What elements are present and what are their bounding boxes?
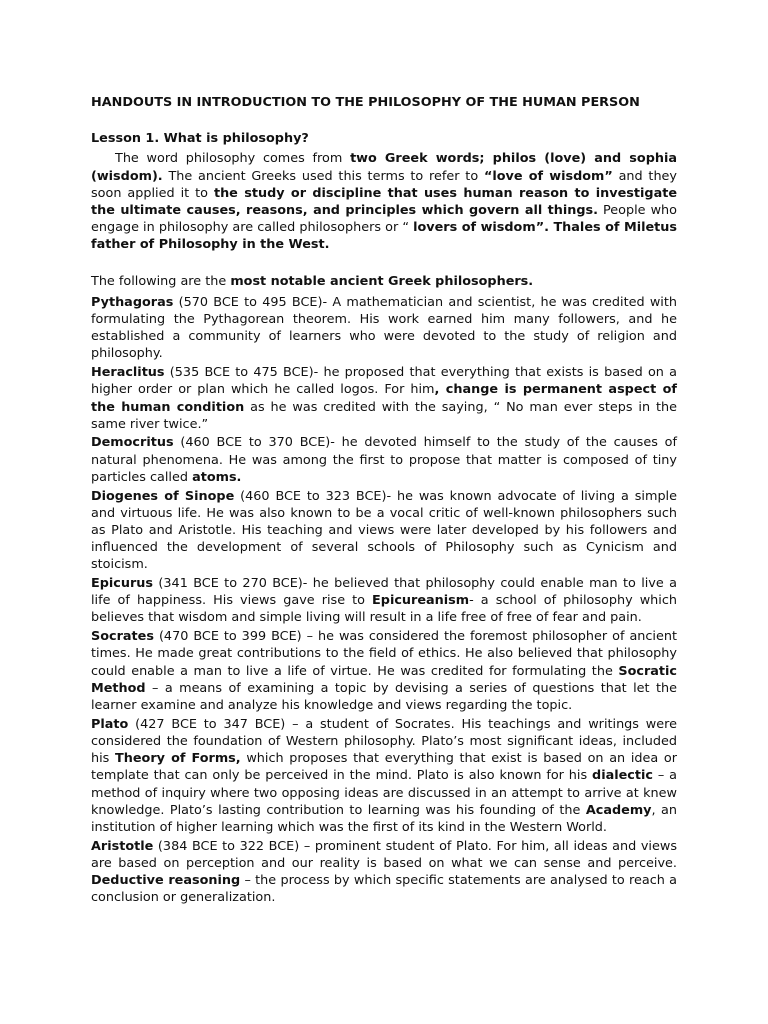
philosopher-name: Socrates [91,629,154,645]
handout-page [91,94,677,908]
philosopher-name: Pythagoras [91,294,174,310]
lesson-label: Lesson 1 [91,131,155,147]
philosopher-entry-democritus: Democritus (460 BCE to 370 BCE)- he devoted himself to the study of the causes of natural phenomena. He was among the first to propose that matter is composed of tiny particles called atoms. [91,435,677,485]
philosopher-name: Heraclitus [91,365,165,381]
philosopher-name: Aristotle [91,838,154,854]
philosopher-entry-diogenes: Diogenes of Sinope (460 BCE to 323 BCE)- he was known advocate of living a simple and virtuous life. He was also known to be a vocal critic of well-known philosophers such as Plato and Aristotle. His teaching and views were later developed by his followers and influenced the development of several schools of Philosophy such as Cynicism and stoicism. [91,488,677,573]
philosopher-name: Diogenes of Sinope [91,488,235,504]
philosophers-lead: The following are the most notable ancient Greek philosophers. [91,273,534,289]
document-title: HANDOUTS IN INTRODUCTION TO THE PHILOSOPHY OF THE HUMAN PERSON [91,95,640,110]
philosopher-entry-epicurus: Epicurus (341 BCE to 270 BCE)- he believed that philosophy could enable man to live a life of happiness. His views gave rise to Epicureanism- a school of philosophy which believes that wisdom and simple living will result in a life free of free of fear and pain. [91,576,677,626]
philosopher-entry-pythagoras: Pythagoras (570 BCE to 495 BCE)- A mathematician and scientist, he was credited with formulating the Pythagorean theorem. His work earned him many followers, and he established a community of learners who were devoted to the study of religion and philosophy. [91,294,677,362]
lesson-question: What is philosophy? [163,131,309,147]
philosopher-name: Democritus [91,435,174,451]
philosopher-entry-socrates: Socrates (470 BCE to 399 BCE) – he was considered the foremost philosopher of ancient times. He made great contributions to the field of ethics. He also believed that philosophy could enable a man to live a life of virtue. He was credited for formulating the Socratic Method – a means of examining a topic by devising a series of questions that let the learner examine and analyze his knowledge and views regarding the topic. [91,629,677,713]
philosopher-entry-heraclitus: Heraclitus (535 BCE to 475 BCE)- he proposed that everything that exists is based on a higher order or plan which he called logos. For him, change is permanent aspect of the human condition as he was credited with the saying, “ No man ever steps in the same river twice.” [91,365,678,432]
philosopher-entry-plato: Plato (427 BCE to 347 BCE) – a student of Socrates. His teachings and writings were considered the foundation of Western philosophy. Plato’s most significant ideas, included his Theory of Forms, which proposes that everything that exist is based on an idea or template that can only be perceived in the mind. Plato is also known for his dialectic – a method of inquiry where two opposing ideas are discussed in an attempt to arrive at knew knowledge. Plato’s lasting contribution to learning was his founding of the Academy, an institution of higher learning which was the first of its kind in the Western World. [91,716,678,835]
philosopher-name: Plato [91,716,129,732]
lesson-heading: Lesson 1. What is philosophy? [91,131,309,147]
philosopher-name: Epicurus [91,576,154,592]
intro-paragraph: The word philosophy comes from two Greek words; philos (love) and sophia (wisdom). The ancient Greeks used this terms to refer to “love of wisdom” and they soon applied it to the study or discipline that uses human reason to investigate the ultimate causes, reasons, and principles which govern all things. People who engage in philosophy are called philosophers or “ lovers of wisdom”. Thales of Miletus father of Philosophy in the West. [91,151,678,253]
philosopher-entry-aristotle: Aristotle (384 BCE to 322 BCE) – prominent student of Plato. For him, all ideas and views are based on perception and our reality is based on what we can sense and perceive. Deductive reasoning – the process by which specific statements are analysed to reach a conclusion or generalization. [91,838,677,906]
